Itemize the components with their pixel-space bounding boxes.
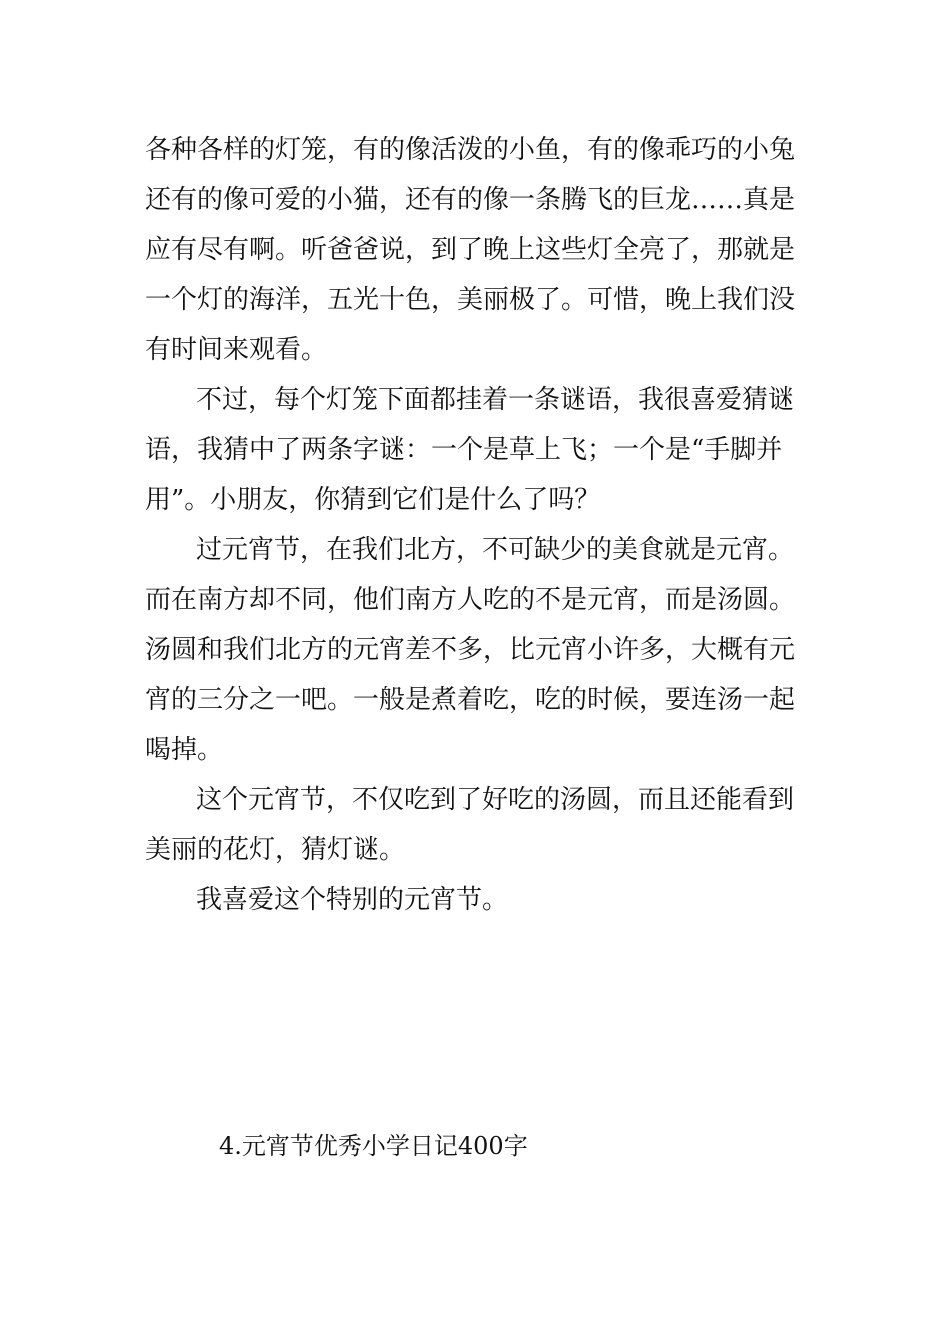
text-line: 喝掉。 [145, 735, 224, 765]
text-line: 而在南方却不同，他们南方人吃的不是元宵，而是汤圆。 [145, 585, 796, 615]
text-line: 各种各样的灯笼，有的像活泼的小鱼，有的像乖巧的小兔 [145, 135, 796, 165]
text-line: 一个灯的海洋，五光十色，美丽极了。可惜，晚上我们没 [145, 285, 796, 315]
section-heading: 4.元宵节优秀小学日记400字 [219, 1132, 528, 1160]
text-line: 有时间来观看。 [145, 335, 328, 365]
text-line: 宵的三分之一吧。一般是煮着吃，吃的时候，要连汤一起 [145, 685, 796, 715]
paragraph-first-line: 不过，每个灯笼下面都挂着一条谜语，我很喜爱猜谜 [196, 385, 795, 415]
paragraph-first-line: 这个元宵节，不仅吃到了好吃的汤圆，而且还能看到 [196, 785, 795, 815]
text-line: 还有的像可爱的小猫，还有的像一条腾飞的巨龙……真是 [145, 185, 796, 215]
paragraph-first-line: 过元宵节，在我们北方，不可缺少的美食就是元宵。 [196, 535, 795, 565]
text-line: 美丽的花灯，猜灯谜。 [145, 835, 406, 865]
paragraph-first-line: 我喜爱这个特别的元宵节。 [196, 885, 509, 915]
text-line: 汤圆和我们北方的元宵差不多，比元宵小许多，大概有元 [145, 635, 796, 665]
text-line: 用”。小朋友，你猜到它们是什么了吗？ [145, 485, 601, 515]
text-line: 应有尽有啊。听爸爸说，到了晚上这些灯全亮了，那就是 [145, 235, 796, 265]
text-line: 语，我猜中了两条字谜：一个是草上飞；一个是“手脚并 [145, 435, 783, 465]
